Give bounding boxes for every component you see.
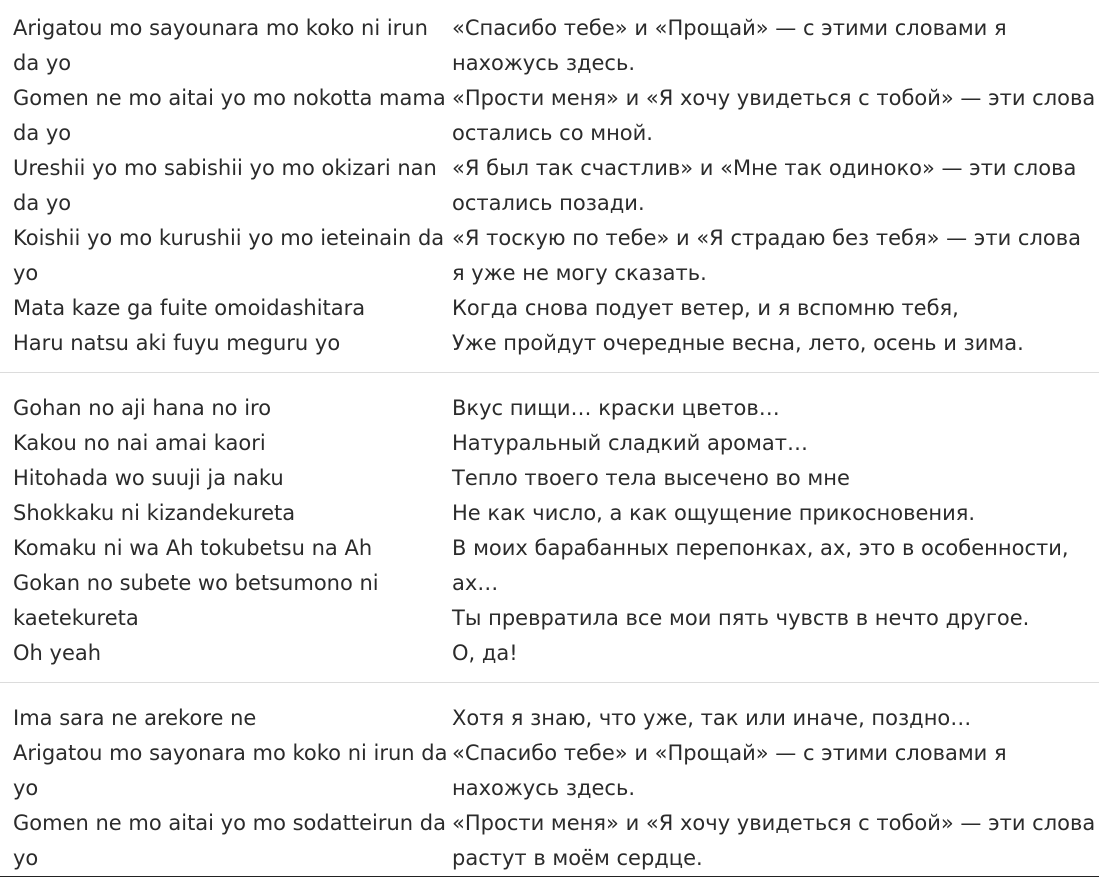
original-lyrics-cell: [0, 683, 452, 877]
original-line: Komaku ni wa Ah tokubetsu na Ah: [13, 536, 373, 560]
translation-line: Вкус пищи… краски цветов…: [452, 396, 780, 420]
translation-line: «Я тоскую по тебе» и «Я страдаю без тебя» — эти слова я уже не могу сказать.: [452, 226, 1081, 285]
original-line: Arigatou mo sayounara mo koko ni irun da yo: [13, 16, 428, 75]
original-lyrics-cell: [0, 0, 452, 373]
verse-3: [0, 683, 1099, 877]
translation-cell: [452, 0, 1099, 373]
original-line: Gokan no subete wo betsumono ni kaetekureta: [13, 571, 379, 630]
original-line: Ima sara ne arekore ne: [13, 706, 257, 730]
translation-line: «Спасибо тебе» и «Прощай» — с этими словами я нахожусь здесь.: [452, 741, 1007, 800]
translation-line: Натуральный сладкий аромат…: [452, 431, 808, 455]
original-line: Koishii yo mo kurushii yo mo ieteinain da yo: [13, 226, 445, 285]
original-line: Gomen ne mo aitai yo mo nokotta mama da yo: [13, 86, 446, 145]
translation-line: В моих барабанных перепонках, ах, это в особенности, ах…: [452, 536, 1069, 595]
translation-line: «Спасибо тебе» и «Прощай» — с этими словами я нахожусь здесь.: [452, 16, 1007, 75]
original-line: Arigatou mo sayonara mo koko ni irun da yo: [13, 741, 448, 800]
original-line: Ureshii yo mo sabishii yo mo okizari nan da yo: [13, 156, 437, 215]
original-line: Mata kaze ga fuite omoidashitara: [13, 296, 366, 320]
original-line: Hitohada wo suuji ja naku: [13, 466, 284, 490]
original-line: Haru natsu aki fuyu meguru yo: [13, 331, 341, 355]
original-line: Kakou no nai amai kaori: [13, 431, 266, 455]
translation-line: Хотя я знаю, что уже, так или иначе, поздно…: [452, 706, 972, 730]
translation-line: «Прости меня» и «Я хочу увидеться с тобой» — эти слова растут в моём сердце.: [452, 811, 1096, 870]
translation-line: Ты превратила все мои пять чувств в нечто другое.: [452, 606, 1030, 630]
verse-2: [0, 373, 1099, 683]
original-line: Oh yeah: [13, 641, 102, 665]
translation-line: Когда снова подует ветер, и я вспомню тебя,: [452, 296, 959, 320]
original-lyrics-cell: [0, 373, 452, 683]
translation-cell: [452, 373, 1099, 683]
translation-line: О, да!: [452, 641, 518, 665]
translation-line: Уже пройдут очередные весна, лето, осень и зима.: [452, 331, 1024, 355]
original-line: Shokkaku ni kizandekureta: [13, 501, 296, 525]
translation-line: «Я был так счастлив» и «Мне так одиноко» — эти слова остались позади.: [452, 156, 1077, 215]
translation-line: Не как число, а как ощущение прикосновения.: [452, 501, 976, 525]
original-line: Gomen ne mo aitai yo mo sodatteirun da yo: [13, 811, 446, 870]
translation-line: «Прости меня» и «Я хочу увидеться с тобой» — эти слова остались со мной.: [452, 86, 1096, 145]
translation-cell: [452, 683, 1099, 877]
translation-line: Тепло твоего тела высечено во мне: [452, 466, 850, 490]
original-line: Gohan no aji hana no iro: [13, 396, 272, 420]
verse-1: [0, 0, 1099, 373]
